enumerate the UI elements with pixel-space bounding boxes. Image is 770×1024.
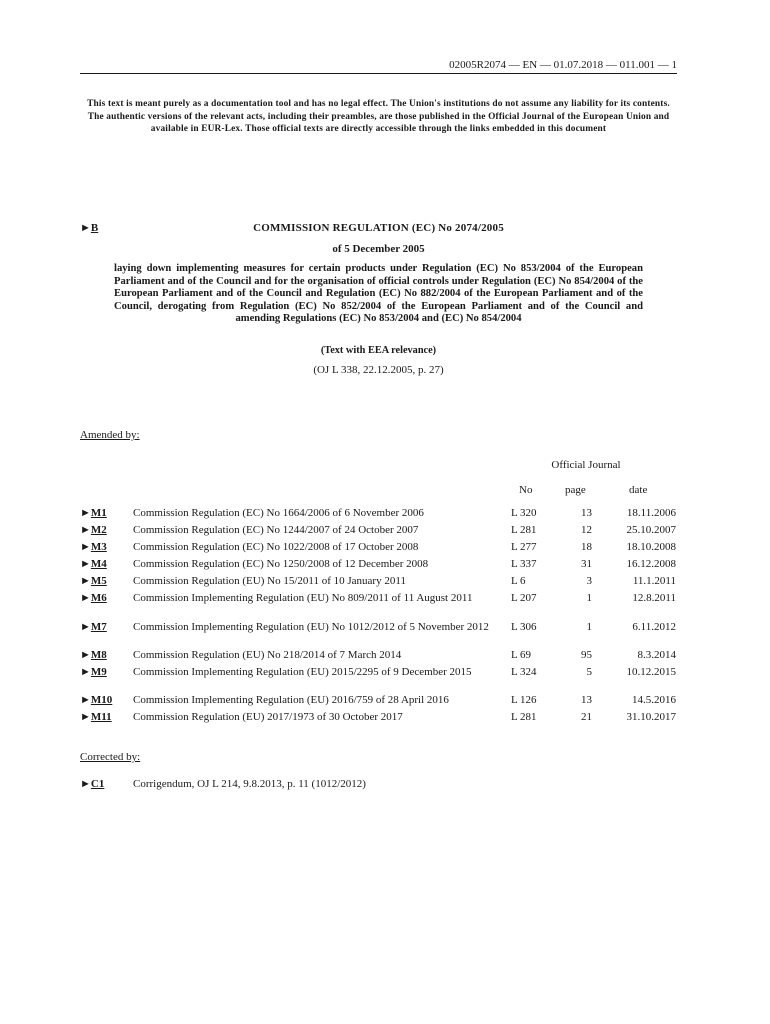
regulation-date: of 5 December 2005 <box>332 243 425 255</box>
marker-arrow: ► <box>80 507 91 519</box>
journal-date: 10.12.2015 <box>626 666 676 678</box>
header-divider <box>80 73 677 74</box>
amendment-marker <box>80 694 112 706</box>
column-header-date: date <box>629 484 648 496</box>
journal-page: 13 <box>581 507 592 519</box>
amendment-description: Commission Regulation (EC) No 1022/2008 of 17 October 2008 <box>133 541 419 553</box>
document-reference: 02005R2074 — EN — 01.07.2018 — 011.001 — 1 <box>449 59 677 71</box>
journal-page: 13 <box>581 694 592 706</box>
journal-number: L 324 <box>511 666 537 678</box>
amendment-link[interactable]: M8 <box>90 649 107 661</box>
amendment-description: Commission Implementing Regulation (EU) 2016/759 of 28 April 2016 <box>133 694 449 706</box>
amendment-description: Commission Regulation (EC) No 1244/2007 of 24 October 2007 <box>133 524 419 536</box>
marker-arrow: ► <box>80 649 91 661</box>
journal-page: 5 <box>586 666 592 678</box>
eea-relevance: (Text with EEA relevance) <box>320 345 437 356</box>
correction-link[interactable]: C1 <box>90 778 105 790</box>
journal-date: 18.11.2006 <box>626 507 676 519</box>
journal-date: 14.5.2016 <box>632 694 676 706</box>
journal-date: 6.11.2012 <box>632 621 676 633</box>
amendment-marker <box>80 649 107 661</box>
base-act-link[interactable]: B <box>90 222 99 234</box>
journal-date: 25.10.2007 <box>626 524 676 536</box>
amendment-marker <box>80 666 107 678</box>
amendment-link[interactable]: M7 <box>90 621 107 633</box>
marker-arrow: ► <box>80 711 91 723</box>
amendment-description: Commission Implementing Regulation (EU) 2015/2295 of 9 December 2015 <box>133 666 472 678</box>
regulation-title: COMMISSION REGULATION (EC) No 2074/2005 <box>253 222 504 234</box>
column-header-page: page <box>565 484 586 496</box>
journal-number: L 337 <box>511 558 537 570</box>
amendment-description: Commission Regulation (EC) No 1250/2008 of 12 December 2008 <box>133 558 429 570</box>
correction-marker <box>80 778 104 790</box>
amendment-marker <box>80 507 107 519</box>
amendment-marker <box>80 711 112 723</box>
journal-date: 18.10.2008 <box>626 541 676 553</box>
journal-date: 8.3.2014 <box>637 649 676 661</box>
journal-date: 12.8.2011 <box>632 592 676 604</box>
journal-date: 16.12.2008 <box>626 558 676 570</box>
journal-page: 3 <box>586 575 592 587</box>
amendment-link[interactable]: M9 <box>90 666 107 678</box>
journal-number: L 126 <box>511 694 537 706</box>
amendment-description: Commission Implementing Regulation (EU) No 809/2011 of 11 August 2011 <box>133 592 473 604</box>
amendment-link[interactable]: M5 <box>90 575 107 587</box>
marker-arrow: ► <box>80 666 91 678</box>
journal-page: 1 <box>586 592 592 604</box>
amendment-description: Commission Regulation (EU) 2017/1973 of 30 October 2017 <box>133 711 403 723</box>
disclaimer-text: This text is meant purely as a documentation tool and has no legal effect. The Union's institutions do not assume any liability for its contents. The authentic versions of the relevant acts, including their preambles, are those published in the Official Journal of the European Union and available in EUR-Lex. Those official texts are directly accessible through the links embedded in this document <box>87 99 670 134</box>
amendment-marker <box>80 541 107 553</box>
marker-arrow: ► <box>80 524 91 536</box>
amendment-description: Commission Regulation (EU) No 218/2014 of 7 March 2014 <box>133 649 402 661</box>
base-act-marker <box>80 222 98 234</box>
marker-arrow: ► <box>80 694 91 706</box>
marker-arrow: ► <box>80 222 91 234</box>
amendment-link[interactable]: M2 <box>90 524 107 536</box>
corrected-by-heading: Corrected by: <box>80 751 141 763</box>
regulation-subject: laying down implementing measures for certain products under Regulation (EC) No 853/2004 of the European Parliament and of the Council and for the organisation of official controls under Regulation (EC) No 854/2004 of the European Parliament and of the Council and Regulation (EC) No 882/2004 of the European Parliament and of the Council, derogating from Regulation (EC) No 852/2004 of the European Parliament and of the Council and amending Regulations (EC) No 853/2004 and (EC) No 854/2004 <box>114 263 643 325</box>
amendment-marker <box>80 621 107 633</box>
amendment-description: Commission Regulation (EC) No 1664/2006 of 6 November 2006 <box>133 507 424 519</box>
marker-arrow: ► <box>80 558 91 570</box>
amendment-link[interactable]: M3 <box>90 541 107 553</box>
marker-arrow: ► <box>80 778 91 790</box>
amendment-link[interactable]: M10 <box>90 694 113 706</box>
amendment-marker <box>80 524 107 536</box>
marker-arrow: ► <box>80 541 91 553</box>
journal-number: L 6 <box>511 575 526 587</box>
amendment-link[interactable]: M1 <box>90 507 107 519</box>
journal-page: 12 <box>581 524 592 536</box>
journal-date: 11.1.2011 <box>632 575 676 587</box>
official-journal-reference: (OJ L 338, 22.12.2005, p. 27) <box>313 364 444 376</box>
journal-page: 31 <box>581 558 592 570</box>
amendment-description: Commission Regulation (EU) No 15/2011 of 10 January 2011 <box>133 575 406 587</box>
journal-number: L 320 <box>511 507 537 519</box>
amendment-marker <box>80 592 107 604</box>
marker-arrow: ► <box>80 592 91 604</box>
amendment-marker <box>80 558 107 570</box>
amendment-description: Commission Implementing Regulation (EU) No 1012/2012 of 5 November 2012 <box>133 621 489 633</box>
journal-page: 18 <box>581 541 592 553</box>
journal-page: 95 <box>581 649 592 661</box>
amended-by-heading: Amended by: <box>80 429 140 441</box>
journal-number: L 281 <box>511 524 537 536</box>
journal-page: 21 <box>581 711 592 723</box>
amendment-marker <box>80 575 107 587</box>
amendment-link[interactable]: M11 <box>90 711 112 723</box>
journal-number: L 281 <box>511 711 537 723</box>
column-header-no: No <box>519 484 533 496</box>
journal-number: L 306 <box>511 621 537 633</box>
amendment-link[interactable]: M4 <box>90 558 107 570</box>
journal-page: 1 <box>586 621 592 633</box>
journal-number: L 207 <box>511 592 537 604</box>
journal-number: L 277 <box>511 541 537 553</box>
amendment-link[interactable]: M6 <box>90 592 107 604</box>
correction-description: Corrigendum, OJ L 214, 9.8.2013, p. 11 (1012/2012) <box>133 778 366 790</box>
journal-date: 31.10.2017 <box>626 711 676 723</box>
official-journal-heading: Official Journal <box>551 459 621 471</box>
journal-number: L 69 <box>511 649 532 661</box>
marker-arrow: ► <box>80 621 91 633</box>
marker-arrow: ► <box>80 575 91 587</box>
